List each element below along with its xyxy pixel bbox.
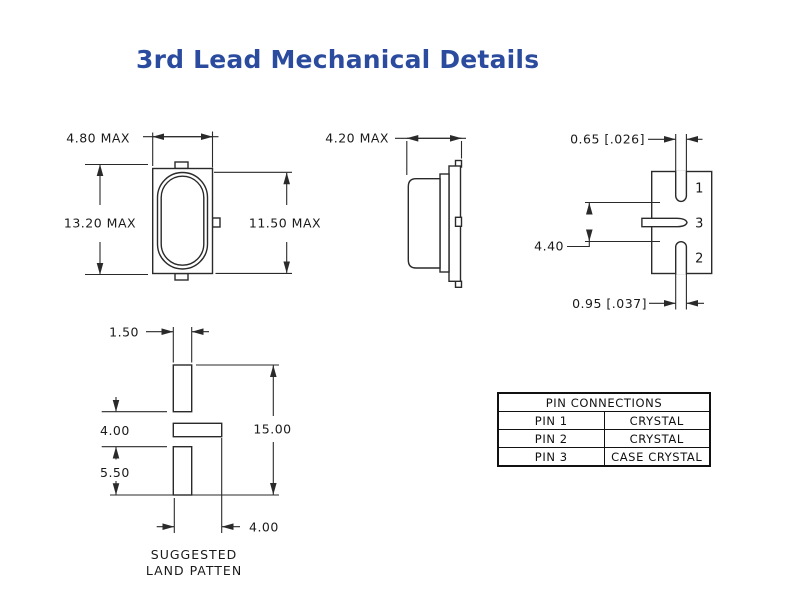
land-pattern: [100, 325, 292, 579]
front-view: [64, 131, 321, 281]
dim-front-height: [64, 165, 148, 275]
land-pattern-caption-line1: SUGGESTED: [150, 547, 238, 562]
side-can-body: [408, 179, 440, 268]
pin-connections-table: [497, 392, 711, 467]
pin1-label: 1: [695, 181, 704, 197]
connection-cell: CASE CRYSTAL: [604, 448, 710, 467]
connection-cell: CRYSTAL: [604, 412, 710, 430]
dim-base-pin-width: [572, 296, 704, 311]
table-row: [498, 448, 710, 467]
page-title: 3rd Lead Mechanical Details: [136, 45, 540, 74]
table-header: PIN CONNECTIONS: [498, 393, 710, 412]
dim-front-body-height: [214, 172, 321, 273]
pin1-lead-lines: [676, 134, 687, 172]
front-right-tab: [213, 218, 221, 227]
pin3-slot: [642, 218, 687, 226]
dim-label-body-height: 11.50 MAX: [248, 215, 322, 231]
pad-top: [173, 365, 191, 412]
side-bottom-tab: [456, 281, 462, 287]
side-lead-bump: [456, 217, 462, 226]
front-bottom-tab: [175, 274, 188, 281]
pad-bottom: [173, 447, 191, 495]
pad-center: [173, 423, 221, 436]
dim-label-pin-gap: 4.40: [534, 238, 564, 254]
bottom-view: [534, 132, 712, 312]
dim-front-width: [66, 131, 218, 168]
dim-pin-width: [570, 132, 702, 147]
dim-label-center-pad-width: 4.00: [249, 519, 279, 535]
front-top-tab: [175, 162, 188, 169]
pin3-label: 3: [695, 216, 704, 232]
dim-pad-gap-and-height: [100, 397, 167, 495]
dim-pad-width: [109, 325, 209, 363]
dim-label-width: 4.80 MAX: [66, 130, 130, 146]
pin2-lead-lines: [676, 274, 687, 310]
side-view: [325, 131, 466, 288]
dim-label-pad-gap: 4.00: [100, 423, 130, 438]
pin1-slot: [676, 171, 687, 202]
dim-label-height: 13.20 MAX: [63, 215, 137, 231]
pin2-slot: [676, 242, 687, 275]
pin2-label: 2: [695, 251, 704, 267]
dim-label-pin-width: 0.65 [.026]: [570, 131, 645, 147]
side-flange: [440, 174, 449, 272]
dim-label-base-pin-width: 0.95 [.037]: [572, 296, 647, 311]
dim-pin-gap: [534, 203, 660, 254]
dim-label-pad-width: 1.50: [109, 324, 139, 340]
dim-side-depth: [325, 131, 466, 176]
table-header-row: [498, 393, 710, 412]
table-row: [498, 430, 710, 448]
pin-cell: PIN 1: [498, 412, 604, 430]
dim-ext-lines: [173, 327, 191, 363]
table-row: [498, 412, 710, 430]
dim-label-lower-pad-height: 5.50: [100, 465, 130, 480]
land-pattern-caption-line2: LAND PATTEN: [145, 563, 243, 578]
dim-label-depth: 4.20 MAX: [325, 130, 389, 146]
pin-cell: PIN 2: [498, 430, 604, 448]
pin-cell: PIN 3: [498, 448, 604, 467]
connection-cell: CRYSTAL: [604, 430, 710, 448]
dim-label-overall-height: 15.00: [253, 421, 292, 437]
